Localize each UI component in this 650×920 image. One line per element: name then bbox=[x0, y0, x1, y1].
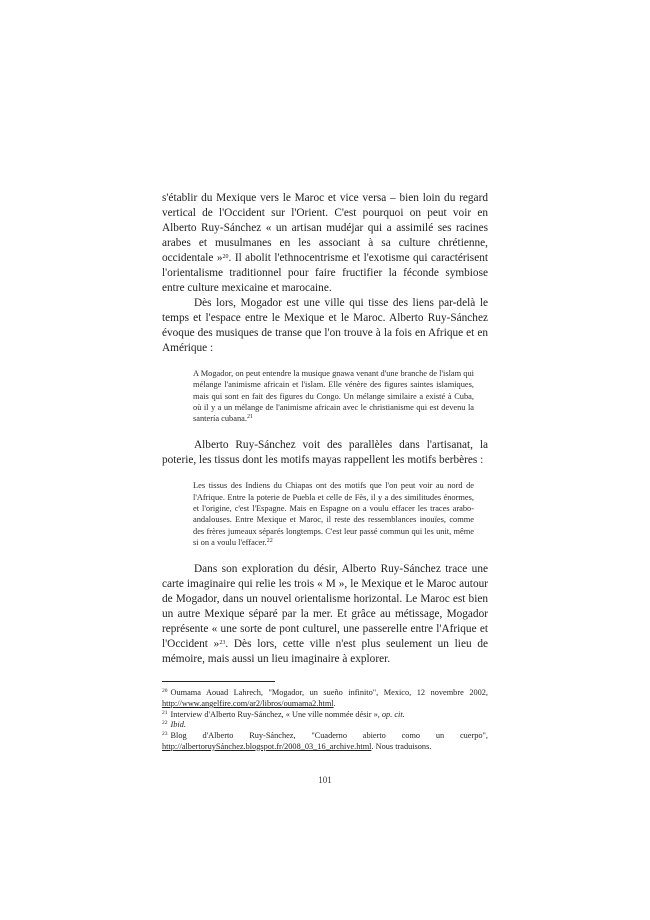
footnote-23 bbox=[162, 731, 488, 752]
footnote-20 bbox=[162, 688, 488, 709]
footnote-22-number: 22 bbox=[162, 720, 168, 727]
block-quote-1 bbox=[193, 368, 474, 424]
footnote-22 bbox=[162, 720, 488, 731]
page-content bbox=[162, 191, 488, 752]
footnote-21-text: Interview d'Alberto Ruy-Sánchez, « Une ville nommée désir », bbox=[170, 709, 382, 719]
paragraph-1-text-a: s'établir du Mexique vers le Maroc et vice versa – bien loin du regard vertical de l'Occident sur l'Orient. C'est pourquoi on peut voir en Alberto Ruy-Sánchez « un artisan mudéjar qui a assimilé ses racines arabes et musulmanes en les associant à sa culture chrétienne, occidentale » bbox=[162, 192, 488, 264]
footnote-20-number: 20 bbox=[162, 688, 168, 695]
page-number: 101 bbox=[318, 775, 332, 785]
footnote-23-text: Blog d'Alberto Ruy-Sánchez, "Cuaderno abierto como un cuerpo", bbox=[170, 731, 488, 741]
footnote-ref-22[interactable]: 22 bbox=[266, 537, 273, 544]
block-quote-1-text: A Mogador, on peut entendre la musique gnawa venant d'une branche de l'islam qui mélange l'animisme africain et l'islam. Elle vénère des figures saintes islamiques, mais qui sont en fait des figures du Congo. Un mélange similaire a existé à Cuba, où il y a un mélange de l'animisme africain avec le christianisme qui est devenu la santería cubana. bbox=[193, 369, 474, 424]
block-quote-2-text: Les tissus des Indiens du Chiapas ont des motifs que l'on peut voir au nord de l'Afrique. Entre la poterie de Puebla et celle de Fès, il y a des similitudes énormes, et l'origine, c'est l'Espagne. Mais en Espagne on a voulu effacer les traces arabo-andalouses. Entre Mexique et Maroc, il reste des ressemblances inouïes, comme des frères jumeaux séparés longtemps. C'est leur passé commun qui les unit, même si on a voulu l'effacer. bbox=[193, 481, 474, 547]
footnote-23-link[interactable]: http://albertoruySánchez.blogspot.fr/2008_03_16_archive.html bbox=[162, 741, 372, 751]
footnote-22-text: Ibid. bbox=[170, 720, 186, 730]
paragraph-4-text-b: . Dès lors, cette ville n'est plus seulement un lieu de mémoire, mais aussi un lieu imaginaire à explorer. bbox=[162, 638, 489, 666]
footnote-20-end: . bbox=[333, 698, 336, 708]
footnote-21-citation: op. cit. bbox=[381, 709, 405, 719]
block-quote-2 bbox=[193, 480, 474, 548]
footnote-21 bbox=[162, 710, 488, 721]
paragraph-4-text-a: Dans son exploration du désir, Alberto Ruy-Sánchez trace une carte imaginaire qui relie les trois « M », le Mexique et le Maroc autour de Mogador, dans un nouvel orientalisme horizontal. Le Maroc est bien un autre Mexique séparé par la mer. Et grâce au métissage, Mogador représente « une sorte de pont culturel, une passerelle entre l'Afrique et l'Occident » bbox=[162, 563, 488, 651]
footnote-20-link[interactable]: http://www.angelfire.com/ar2/libros/oumama2.html bbox=[162, 698, 334, 708]
paragraph-3: Alberto Ruy-Sánchez voit des parallèles dans l'artisanat, la poterie, les tissus dont les motifs mayas rappellent les motifs berbères : bbox=[162, 439, 488, 467]
paragraph-2: Dès lors, Mogador est une ville qui tisse des liens par-delà le temps et l'espace entre le Mexique et le Maroc. Alberto Ruy-Sánchez évoque des musiques de transe que l'on trouve à la fois en Afrique et en Amérique : bbox=[162, 297, 488, 354]
paragraph-4 bbox=[162, 562, 488, 667]
paragraph-1 bbox=[162, 191, 488, 296]
footnote-ref-21[interactable]: 21 bbox=[246, 414, 253, 421]
footnote-separator bbox=[162, 681, 275, 682]
footnote-23-end: . Nous traduisons. bbox=[371, 741, 432, 751]
footnote-23-number: 23 bbox=[162, 731, 168, 738]
footnote-ref-20[interactable]: 20 bbox=[222, 254, 229, 260]
footnote-ref-23[interactable]: 23 bbox=[219, 640, 226, 647]
footnote-20-text: Oumama Aouad Lahrech, "Mogador, un sueño infinito", Mexico, 12 novembre 2002, bbox=[170, 688, 488, 698]
footnote-21-number: 21 bbox=[162, 709, 168, 716]
paragraph-1-text-b: . Il abolit l'ethnocentrisme et l'exotisme qui caractérisent l'orientalisme traditionnel pour faire fructifier la féconde symbiose entre culture mexicaine et marocaine. bbox=[162, 252, 489, 294]
